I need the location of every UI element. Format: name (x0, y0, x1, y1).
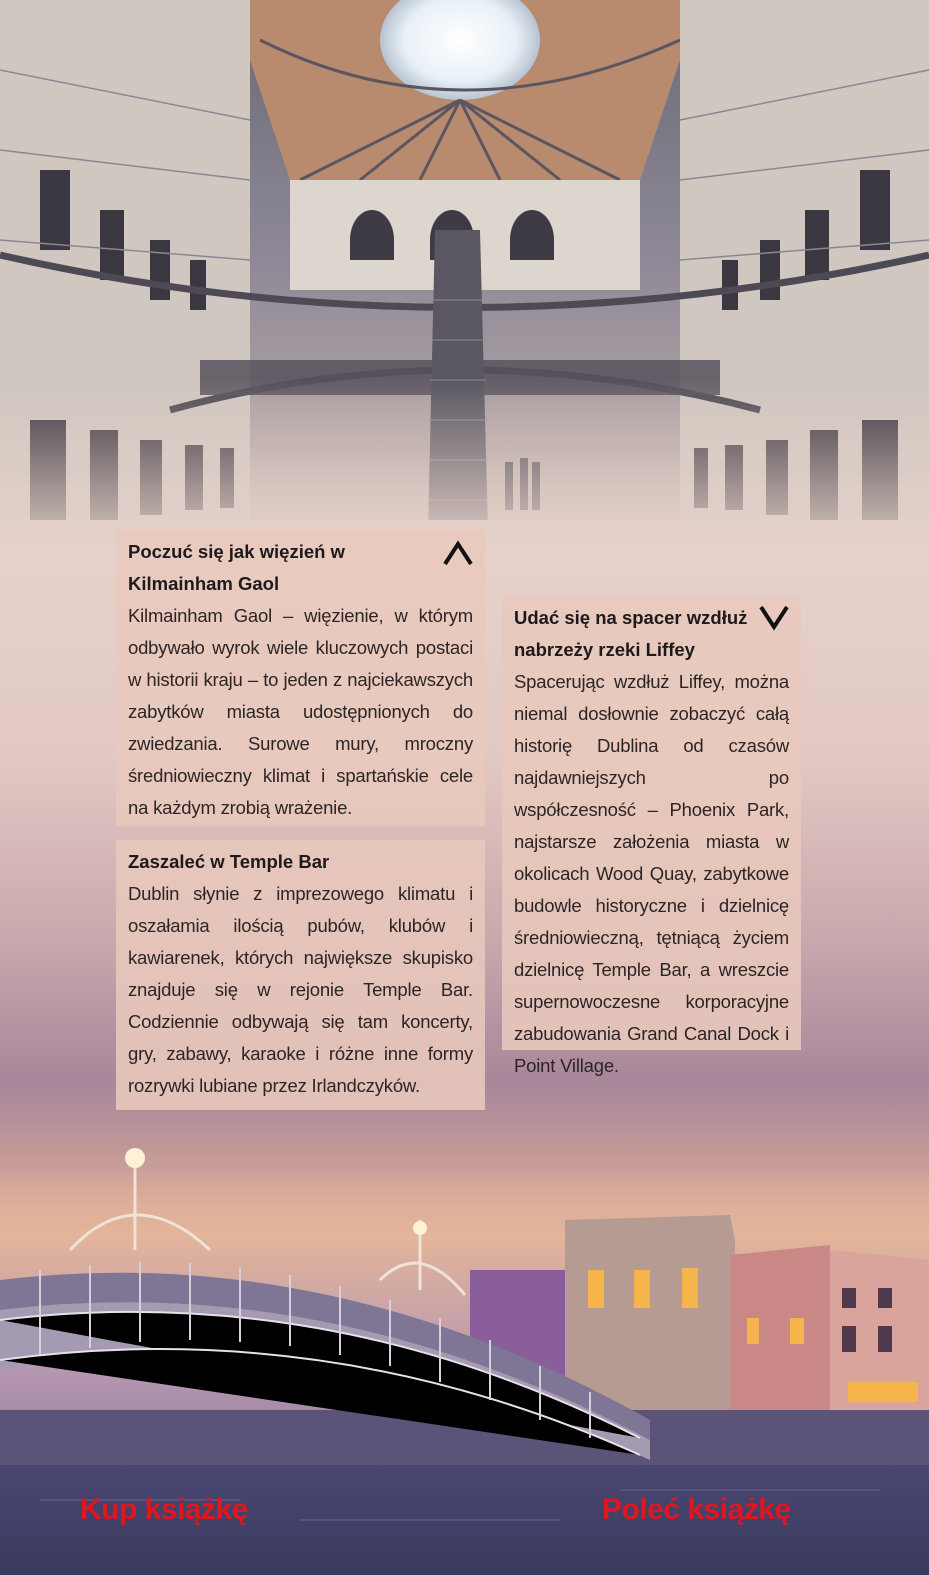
section-liffey-walk (502, 596, 801, 1076)
section-kilmainham-gaol (116, 530, 485, 826)
recommend-book-link[interactable]: Poleć książkę (602, 1493, 791, 1526)
chevron-up-icon[interactable] (441, 536, 475, 570)
section-temple-bar (116, 840, 485, 1110)
section-heading-liffey: Udać się na spacer wzdłuż nabrzeży rzeki Liffey (514, 607, 748, 660)
section-heading-temple-bar: Zaszaleć w Temple Bar (128, 851, 330, 872)
section-body-liffey: Spacerując wzdłuż Liffey, można niemal dosłownie zobaczyć całą historię Dublina od czasów najdawniejszych po współczesność – Phoenix Park, najstarsze założenia miasta w okolicach Wood Quay, zabytkowe budowle historyczne i dzielnicę średniowieczną, tętniącą życiem dzielnicę Temple Bar, a wreszcie supernowoczesne korporacyjne zabudowania Grand Canal Dock i Point Village. (514, 671, 789, 1076)
chevron-down-icon[interactable] (757, 601, 791, 635)
kilmainham-gaol-photo (0, 0, 929, 560)
section-heading-kilmainham: Poczuć się jak więzień w Kilmainham Gaol (128, 541, 345, 594)
section-body-temple-bar: Dublin słynie z imprezowego klimatu i oszałamia ilością pubów, klubów i kawiarenek, których największe skupisko znajduje się w rejonie Temple Bar. Codziennie odbywają się tam koncerty, gry, zabawy, karaoke i różne inne formy rozrywki lubiane przez Irlandczyków. (128, 883, 473, 1096)
buy-book-link[interactable]: Kup książkę (80, 1493, 248, 1526)
section-body-kilmainham: Kilmainham Gaol – więzienie, w którym odbywało wyrok wiele kluczowych postaci w historii kraju – to jeden z najciekawszych zabytków miasta udostępnionych do zwiedzania. Surowe mury, mroczny średniowieczny klimat i spartańskie cele na każdym zrobią wrażenie. (128, 605, 473, 818)
